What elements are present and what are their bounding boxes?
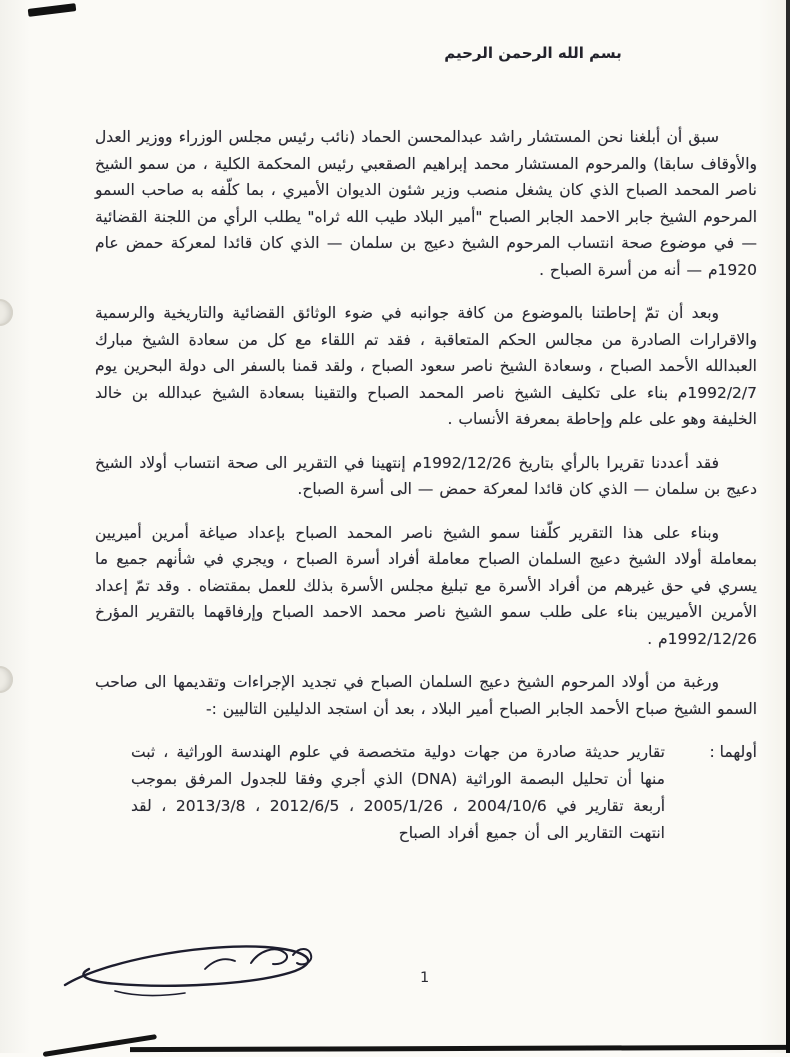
scan-artifact-bottom-left <box>43 1034 157 1057</box>
paragraph: ورغبة من أولاد المرحوم الشيخ دعيج السلمان الصباح في تجديد الإجراءات وتقديمها الى صاحب السمو الشيخ صباح الأحمد الجابر الصباح أمير البلاد ، بعد أن استجد الدليلين التاليين :- <box>95 673 757 718</box>
list-item-label: أولهما : <box>709 743 757 761</box>
scan-edge-right <box>786 0 790 1053</box>
page-number: 1 <box>420 970 430 986</box>
paragraph: وبناء على هذا التقرير كلّفنا سمو الشيخ ناصر المحمد الصباح بإعداد صياغة أمرين أميريين بمعاملة أولاد الشيخ دعيج السلمان الصباح معاملة أفراد أسرة الصباح ، ويجري في شأنهم جميع ما يسري في حق غيرهم من أفراد الأسرة مع تبليغ مجلس الأسرة بذلك للعمل بمقتضاه . وقد تمّ إعداد الأمرين الأميريين بناء على طلب سمو الشيخ ناصر محمد الاحمد الصباح وإرفاقهما بالتقرير المؤرخ 1992/12/26م . <box>95 523 757 648</box>
scan-edge-bottom <box>130 1045 790 1052</box>
punch-hole-icon <box>0 299 13 326</box>
signature-icon <box>55 933 335 1011</box>
scan-artifact-top-left <box>28 3 77 17</box>
paragraph: فقد أعددنا تقريرا بالرأي بتاريخ 1992/12/26م إنتهينا في التقرير الى صحة انتساب أولاد الشيخ دعيج بن سلمان — الذي كان قائدا لمعركة حمض — الى أسرة الصباح. <box>95 453 757 498</box>
document-body <box>95 44 757 847</box>
punch-hole-icon <box>0 666 13 693</box>
paragraph: وبعد أن تمّ إحاطتنا بالموضوع من كافة جوانبه في ضوء الوثائق القضائية والتاريخية والرسمية والاقرارات الصادرة من مجالس الحكم المتعاقبة ، فقد تم اللقاء مع كل من سعادة الشيخ مبارك العبدالله الأحمد الصباح ، وسعادة الشيخ ناصر سعود الصباح ، ولقد قمنا بالسفر الى دولة البحرين يوم 1992/2/7م بناء على تكليف الشيخ ناصر المحمد الصباح والتقينا بسعادة الشيخ عبدالله بن خالد الخليفة وهو على علم وإحاطة بمعرفة الأنساب . <box>95 304 757 428</box>
paragraph: سبق أن أبلغنا نحن المستشار راشد عبدالمحسن الحماد (نائب رئيس مجلس الوزراء ووزير العدل والأوقاف سابقا) والمرحوم المستشار محمد إبراهيم الصقعبي رئيس المحكمة الكلية ، من سمو الشيخ ناصر المحمد الصباح الذي كان يشغل منصب وزير شئون الديوان الأميري ، بما كلّفه به صاحب السمو المرحوم الشيخ جابر الاحمد الجابر الصباح "أمير البلاد طيب الله ثراه" يطلب الرأي من اللجنة القضائية — في موضوع صحة انتساب المرحوم الشيخ دعيج بن سلمان — الذي كان قائدا لمعركة حمض عام 1920م — أنه من أسرة الصباح . <box>95 128 757 279</box>
basmala-heading: بسم الله الرحمن الرحيم <box>444 44 622 62</box>
list-item <box>95 739 757 847</box>
list-item-text: تقارير حديثة صادرة من جهات دولية متخصصة في علوم الهندسة الوراثية ، ثبت منها أن تحليل البصمة الوراثية (DNA) الذي أجري وفقا للجدول المرفق بموجب أربعة تقارير في 2004/10/6 ، 2005/1/26 ، 2012/6/5 ، 2013/3/8 ، لقد انتهت التقارير الى أن جميع أفراد الصباح <box>131 743 666 842</box>
